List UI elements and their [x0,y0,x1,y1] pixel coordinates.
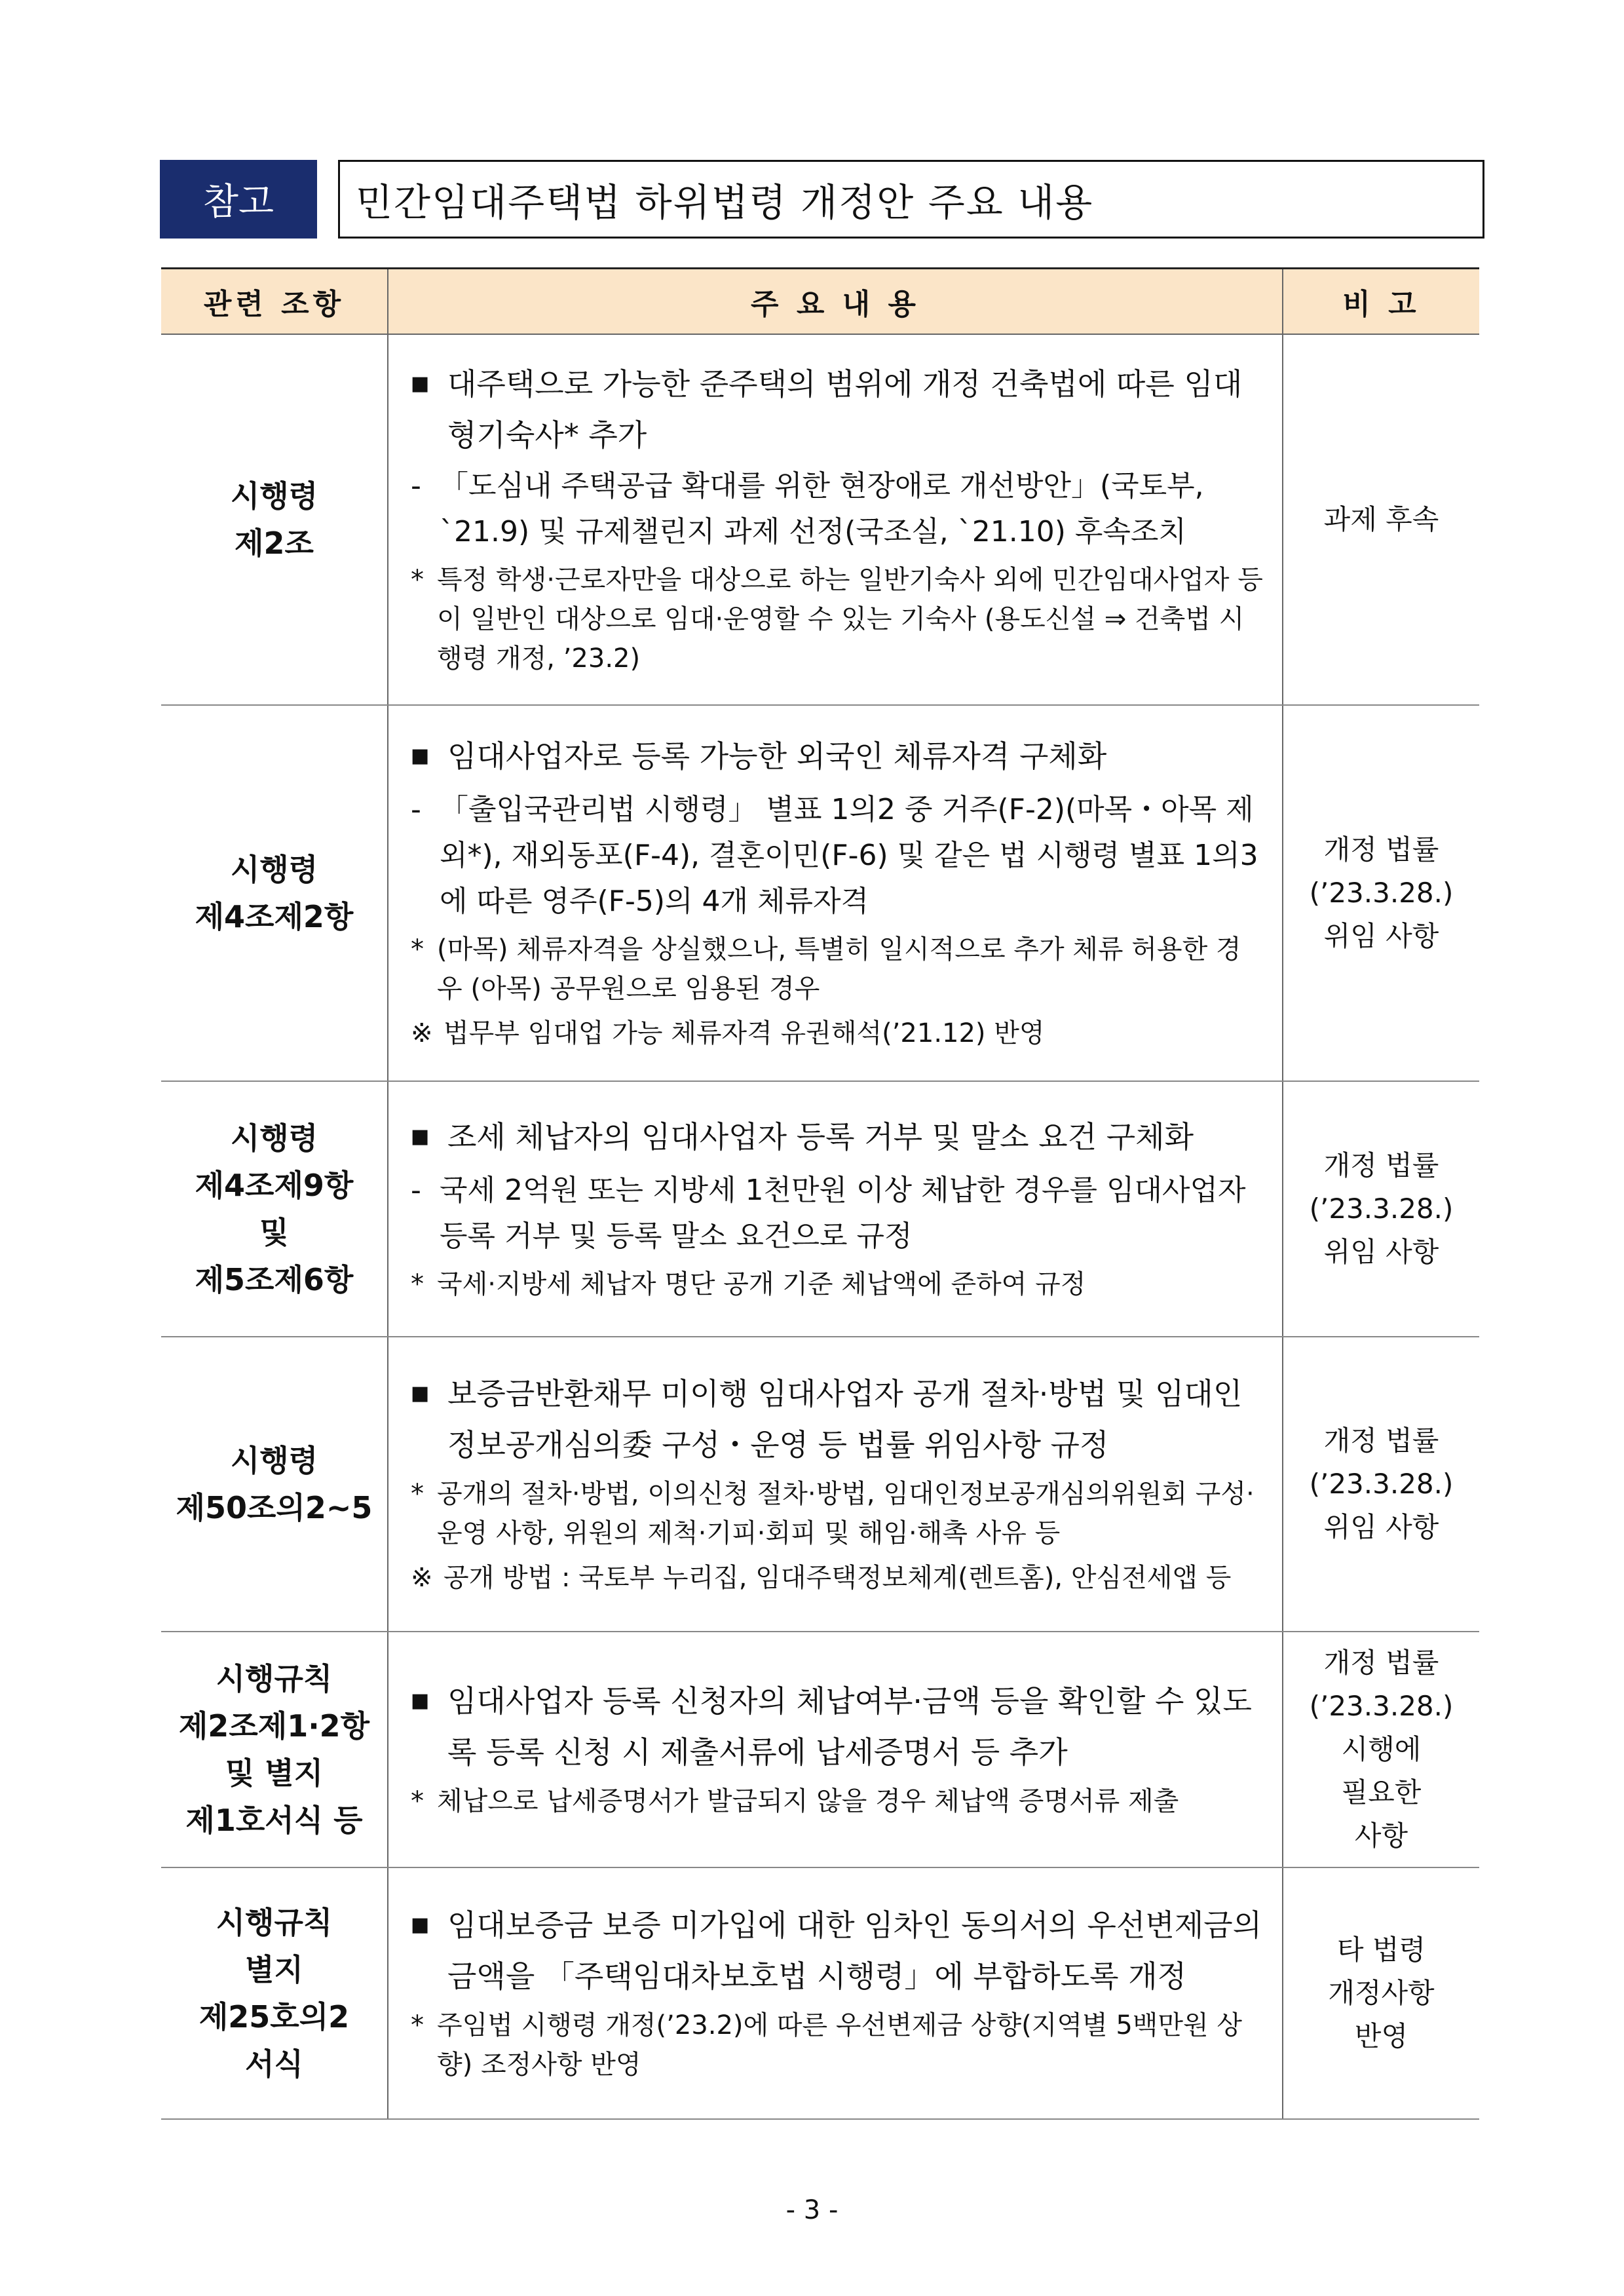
page-number: - 3 - [785,2195,839,2225]
table-row [161,1081,1479,1337]
table-row [161,1867,1479,2119]
bullet-item: ■ 임대사업자 등록 신청자의 체납여부·금액 등을 확인할 수 있도록 등록 신청 시 제출서류에 납세증명서 등 추가 [411,1683,1252,1770]
remark-cell: 개정 법률 (’23.3.28.) 위임 사항 [1283,1081,1479,1337]
footnote-item: * 국세·지방세 체납자 명단 공개 기준 체납액에 준하여 규정 [411,1269,1086,1299]
reference-note-item: ※ 법무부 임대업 가능 체류자격 유권해석(’21.12) 반영 [411,1018,1045,1048]
dash-item: - 「출입국관리법 시행령」 별표 1의2 중 거주(F-2)(마목・아목 제외*), 재외동포(F-4), 결혼이민(F-6) 및 같은 법 시행령 별표 1의3에 따른 영주(F-5)의 4개 체류자격 [411,792,1258,918]
col-header-article: 관련 조항 [161,269,388,335]
content-cell [388,1867,1283,2119]
remark-cell: 타 법령 개정사항 반영 [1283,1867,1479,2119]
remark-cell: 개정 법률 (’23.3.28.) 위임 사항 [1283,1337,1479,1632]
article-cell: 시행규칙 별지 제25호의2 서식 [161,1867,388,2119]
footnote-item: * (마목) 체류자격을 상실했으나, 특별히 일시적으로 추가 체류 허용한 경우 (아목) 공무원으로 임용된 경우 [411,934,1241,1004]
table-row [161,1632,1479,1867]
table-row [161,1337,1479,1632]
remark-cell: 개정 법률 (’23.3.28.) 시행에 필요한 사항 [1283,1632,1479,1867]
bullet-item: ■ 임대사업자로 등록 가능한 외국인 체류자격 구체화 [411,738,1107,775]
reference-note-item: ※ 공개 방법 : 국토부 누리집, 임대주택정보체계(렌트홈), 안심전세앱 등 [411,1562,1232,1593]
footnote-item: * 체납으로 납세증명서가 발급되지 않을 경우 체납액 증명서류 제출 [411,1786,1179,1816]
table-header-row [161,269,1479,335]
bullet-item: ■ 대주택으로 가능한 준주택의 범위에 개정 건축법에 따른 임대형기숙사* 추가 [411,366,1243,453]
content-cell [388,705,1283,1081]
col-header-content: 주 요 내 용 [388,269,1283,335]
article-cell: 시행령 제4조제9항 및 제5조제6항 [161,1081,388,1337]
reference-badge: 참고 [160,160,317,239]
footnote-item: * 특정 학생·근로자만을 대상으로 하는 일반기숙사 외에 민간임대사업자 등이 일반인 대상으로 임대·운영할 수 있는 기숙사 (용도신설 ⇒ 건축법 시행령 개정, ’23.2) [411,564,1263,674]
content-cell [388,334,1283,705]
col-header-remark: 비 고 [1283,269,1479,335]
dash-item: - 「도심내 주택공급 확대를 위한 현장애로 개선방안」(국토부, `21.9) 및 규제챌린지 과제 선정(국조실, `21.10) 후속조치 [411,469,1204,548]
bullet-item: ■ 보증금반환채무 미이행 임대사업자 공개 절차·방법 및 임대인정보공개심의委 구성・운영 등 법률 위임사항 규정 [411,1376,1243,1463]
reference-title: 민간임대주택법 하위법령 개정안 주요 내용 [338,160,1484,239]
table-row [161,334,1479,705]
footnote-item: * 공개의 절차·방법, 이의신청 절차·방법, 임대인정보공개심의위원회 구성·운영 사항, 위원의 제척·기피·회피 및 해임·해촉 사유 등 [411,1478,1255,1548]
content-cell [388,1632,1283,1867]
article-cell: 시행령 제2조 [161,334,388,705]
bullet-item: ■ 임대보증금 보증 미가입에 대한 임차인 동의서의 우선변제금의 금액을 「주택임대차보호법 시행령」에 부합하도록 개정 [411,1907,1262,1994]
remark-cell: 과제 후속 [1283,334,1479,705]
content-cell [388,1081,1283,1337]
bullet-item: ■ 조세 체납자의 임대사업자 등록 거부 및 말소 요건 구체화 [411,1119,1194,1155]
reference-header [160,160,1483,239]
remark-cell: 개정 법률 (’23.3.28.) 위임 사항 [1283,705,1479,1081]
article-cell: 시행규칙 제2조제1·2항 및 별지 제1호서식 등 [161,1632,388,1867]
amendment-table [161,267,1479,2120]
footnote-item: * 주임법 시행령 개정(’23.2)에 따른 우선변제금 상향(지역별 5백만원 상향) 조정사항 반영 [411,2010,1243,2080]
article-cell: 시행령 제50조의2~5 [161,1337,388,1632]
content-cell [388,1337,1283,1632]
table-row [161,705,1479,1081]
article-cell: 시행령 제4조제2항 [161,705,388,1081]
dash-item: - 국세 2억원 또는 지방세 1천만원 이상 체납한 경우를 임대사업자 등록 거부 및 등록 말소 요건으로 규정 [411,1173,1246,1253]
